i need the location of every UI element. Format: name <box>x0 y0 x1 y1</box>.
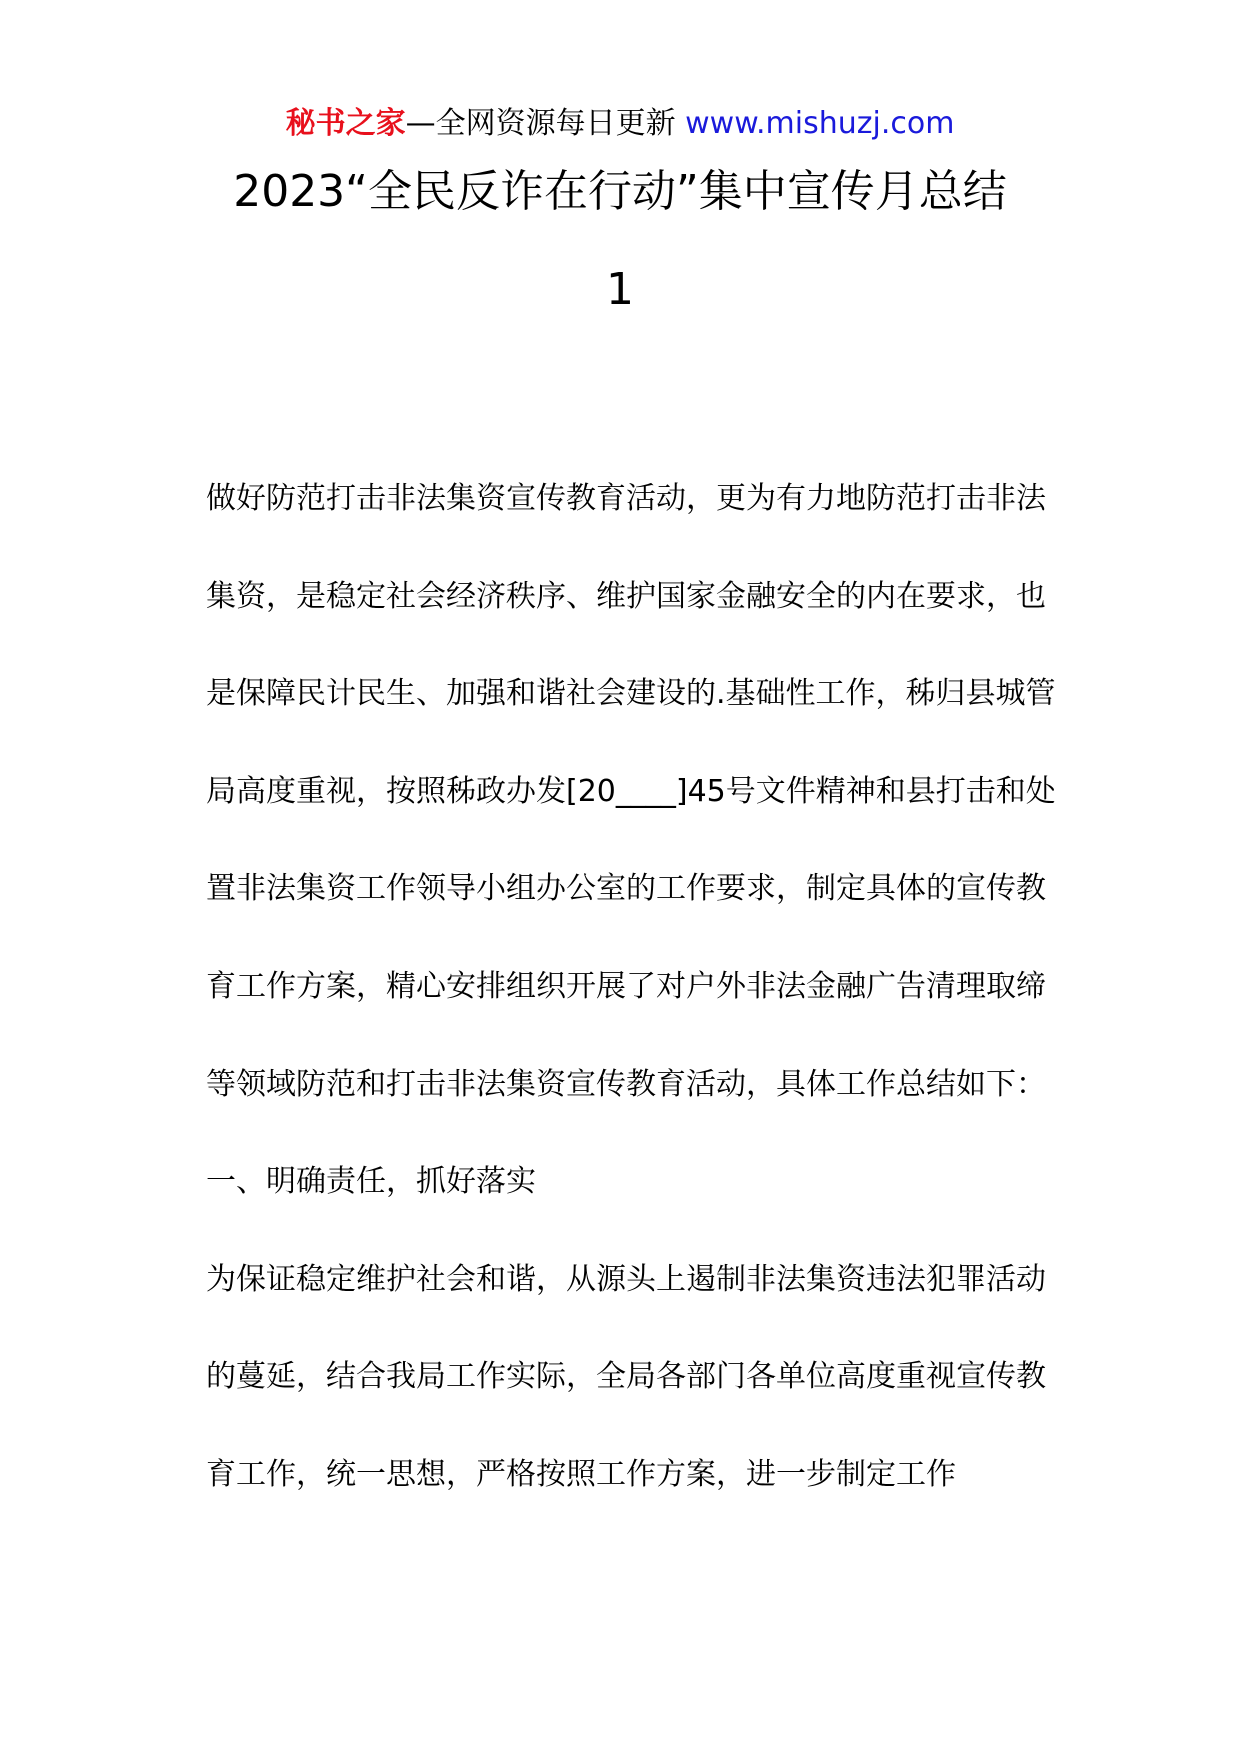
brand-name: 秘书之家 <box>285 106 406 141</box>
document-title-number: 1 <box>606 264 634 315</box>
document-title: 2023“全民反诈在行动”集中宣传月总结 <box>233 166 1007 217</box>
site-header <box>0 100 1240 148</box>
paragraph-section-1: 为保证稳定维护社会和谐，从源头上遏制非法集资违法犯罪活动的蔓延，结合我局工作实际，全局各部门各单位高度重视宣传教育工作，统一思想，严格按照工作方案，进一步制定工作 <box>206 1261 1046 1492</box>
section-heading: 一、明确责任，抓好落实 <box>206 1164 536 1200</box>
site-url-link[interactable]: www.mishuzj.com <box>685 106 955 141</box>
header-tagline: —全网资源每日更新 <box>405 106 676 141</box>
document-body <box>188 450 1068 1524</box>
paragraph-intro: 做好防范打击非法集资宣传教育活动，更为有力地防范打击非法集资，是稳定社会经济秩序、维护国家金融安全的内在要求，也是保障民计民生、加强和谐社会建设的.基础性工作，秭归县城管局高度重视，按照秭政办发[20____]45号文件精神和县打击和处置非法集资工作领导小组办公室的工作要求，制定具体的宣传教育工作方案，精心安排组织开展了对户外非法金融广告清理取缔等领域防范和打击非法集资宣传教育活动，具体工作总结如下： <box>206 481 1056 1102</box>
